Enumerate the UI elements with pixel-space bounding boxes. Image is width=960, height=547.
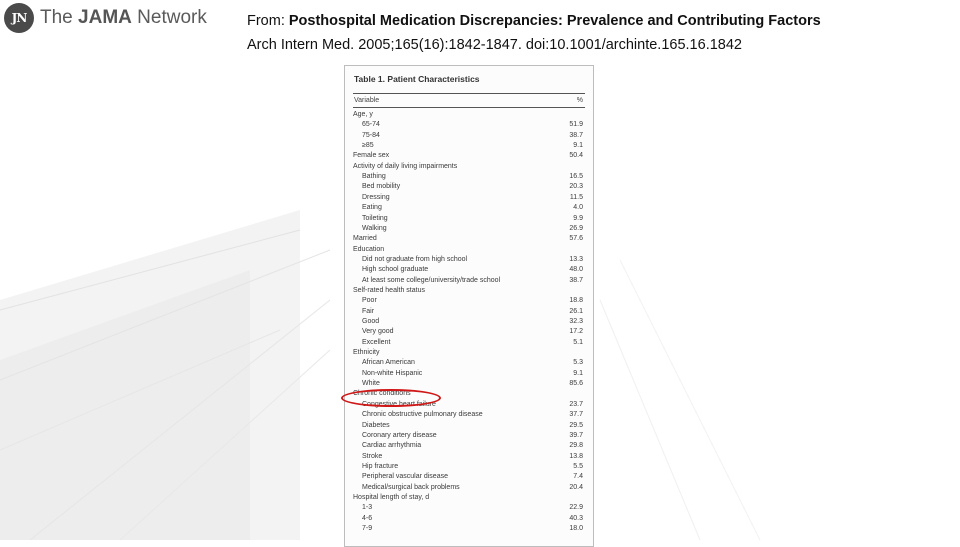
- table-row: [353, 483, 583, 493]
- table-caption: [354, 74, 480, 84]
- table-row: [353, 162, 583, 172]
- row-value: 29.8: [569, 442, 583, 450]
- table-row: [353, 151, 583, 161]
- row-label: Coronary artery disease: [362, 431, 437, 439]
- row-value: 26.1: [569, 307, 583, 315]
- table-row: [353, 338, 583, 348]
- row-label: 65-74: [362, 121, 380, 129]
- row-value: 57.6: [569, 235, 583, 243]
- row-label: At least some college/university/trade school: [362, 276, 501, 284]
- row-value: 38.7: [569, 276, 583, 284]
- row-label: Female sex: [353, 152, 390, 160]
- row-value: 48.0: [569, 266, 583, 274]
- row-value: 5.3: [573, 359, 583, 367]
- column-header-percent: %: [576, 97, 583, 104]
- row-label: Dressing: [362, 193, 390, 201]
- table-row: [353, 421, 583, 431]
- table-row: [353, 224, 583, 234]
- row-label: 1-3: [362, 504, 373, 512]
- row-value: 37.7: [569, 411, 583, 419]
- row-label: Stroke: [362, 452, 383, 460]
- row-value: 20.3: [569, 183, 583, 191]
- table-row: [353, 514, 583, 524]
- table-row: [353, 410, 583, 420]
- row-label: 4-6: [362, 514, 373, 522]
- row-label: Hip fracture: [362, 462, 399, 470]
- table-row: [353, 141, 583, 151]
- table-row: [353, 172, 583, 182]
- row-label: 7-9: [362, 525, 373, 532]
- row-label: Bed mobility: [362, 183, 401, 191]
- row-label: Poor: [362, 297, 377, 305]
- table-row: [353, 182, 583, 192]
- row-value: 18.8: [569, 297, 583, 305]
- row-value: 11.5: [569, 193, 583, 201]
- row-label: Walking: [362, 224, 387, 232]
- table-row: [353, 317, 583, 327]
- row-label: 75-84: [362, 131, 380, 139]
- row-value: 18.0: [569, 525, 583, 532]
- row-value: 38.7: [569, 131, 583, 139]
- row-label: Ethnicity: [353, 349, 380, 357]
- article-header: [247, 9, 821, 57]
- row-label: Toileting: [362, 214, 388, 222]
- row-label: Education: [353, 245, 385, 253]
- row-value: 32.3: [569, 318, 583, 325]
- table-row: [353, 472, 583, 482]
- row-label: Excellent: [362, 338, 391, 346]
- row-label: Activity of daily living impairments: [353, 162, 458, 170]
- row-label: Congestive heart failure: [362, 400, 436, 408]
- table-row: [353, 193, 583, 203]
- table-row: [353, 503, 583, 513]
- source-line: [247, 9, 821, 33]
- table-row: [353, 214, 583, 224]
- row-label: Chronic obstructive pulmonary disease: [362, 411, 483, 419]
- table-row: [353, 296, 583, 306]
- jn-logo-icon: JN: [4, 3, 34, 33]
- table-row: [353, 369, 583, 379]
- row-value: 9.1: [573, 369, 583, 377]
- row-label: Non-white Hispanic: [362, 369, 423, 377]
- table-row: [353, 131, 583, 141]
- brand-bold: JAMA: [78, 7, 132, 28]
- row-label: Cardiac arrhythmia: [362, 442, 422, 450]
- row-label: Peripheral vascular disease: [362, 473, 448, 481]
- table-row: [353, 286, 583, 296]
- row-label: Diabetes: [362, 421, 390, 429]
- row-value: 22.9: [569, 504, 583, 512]
- table-row: [353, 327, 583, 337]
- row-label: Bathing: [362, 173, 386, 181]
- row-label: Hospital length of stay, d: [353, 493, 430, 501]
- row-label: Chronic conditions: [353, 390, 411, 398]
- table-row: [353, 462, 583, 472]
- table-row: [353, 234, 583, 244]
- table-row: [353, 524, 583, 534]
- table-row: [353, 110, 583, 120]
- row-label: Self-rated health status: [353, 286, 425, 294]
- brand-suffix: Network: [137, 7, 207, 28]
- table-image: [344, 65, 594, 547]
- table-row: [353, 441, 583, 451]
- row-label: Very good: [362, 328, 394, 336]
- table-row: [353, 245, 583, 255]
- table-row: [353, 120, 583, 130]
- row-value: 4.0: [573, 204, 583, 212]
- row-value: 7.4: [573, 473, 583, 481]
- brand-name: [40, 7, 207, 29]
- table-number: Table 1.: [354, 74, 386, 84]
- table-row: [353, 358, 583, 368]
- row-label: Medical/surgical back problems: [362, 483, 460, 491]
- table-row: [353, 379, 583, 389]
- row-value: 20.4: [569, 483, 583, 491]
- top-rule: [353, 93, 585, 94]
- highlight-circle: [341, 389, 441, 407]
- brand-prefix: The: [40, 7, 73, 28]
- from-label: From:: [247, 13, 285, 29]
- article-citation: Arch Intern Med. 2005;165(16):1842-1847. doi:10.1001/archinte.165.16.1842: [247, 37, 742, 53]
- row-value: 51.9: [569, 121, 583, 129]
- table-row: [353, 348, 583, 358]
- row-label: Eating: [362, 204, 382, 212]
- row-value: 23.7: [569, 400, 583, 408]
- table-row: [353, 307, 583, 317]
- table-row: [353, 431, 583, 441]
- row-label: Good: [362, 318, 380, 325]
- row-label: White: [362, 380, 380, 388]
- row-label: High school graduate: [362, 266, 429, 274]
- row-value: 13.8: [569, 452, 583, 460]
- table-row: [353, 493, 583, 503]
- row-label: African American: [362, 359, 415, 367]
- row-value: 26.9: [569, 224, 583, 232]
- row-value: 16.5: [569, 173, 583, 181]
- row-value: 40.3: [569, 514, 583, 522]
- row-label: ≥85: [362, 142, 374, 150]
- row-value: 17.2: [569, 328, 583, 336]
- row-value: 5.1: [573, 338, 583, 346]
- row-value: 9.1: [573, 142, 583, 150]
- row-label: Age, y: [353, 111, 373, 118]
- table-row: [353, 203, 583, 213]
- jama-network-logo[interactable]: [4, 2, 207, 34]
- row-value: 13.3: [569, 255, 583, 263]
- row-label: Did not graduate from high school: [362, 255, 468, 263]
- table-row: [353, 276, 583, 286]
- column-header-variable: Variable: [354, 97, 380, 104]
- row-value: 5.5: [573, 462, 583, 470]
- table-title: Patient Characteristics: [387, 74, 480, 84]
- row-value: 9.9: [573, 214, 583, 222]
- row-label: Married: [353, 235, 377, 243]
- row-label: Fair: [362, 307, 375, 315]
- table-row: [353, 452, 583, 462]
- row-value: 29.5: [569, 421, 583, 429]
- table-row: [353, 255, 583, 265]
- row-value: 39.7: [569, 431, 583, 439]
- article-title: Posthospital Medication Discrepancies: Prevalence and Contributing Factors: [288, 13, 821, 29]
- row-value: 85.6: [569, 380, 583, 388]
- table-row: [353, 265, 583, 275]
- header-rule: [353, 107, 585, 108]
- row-value: 50.4: [569, 152, 583, 160]
